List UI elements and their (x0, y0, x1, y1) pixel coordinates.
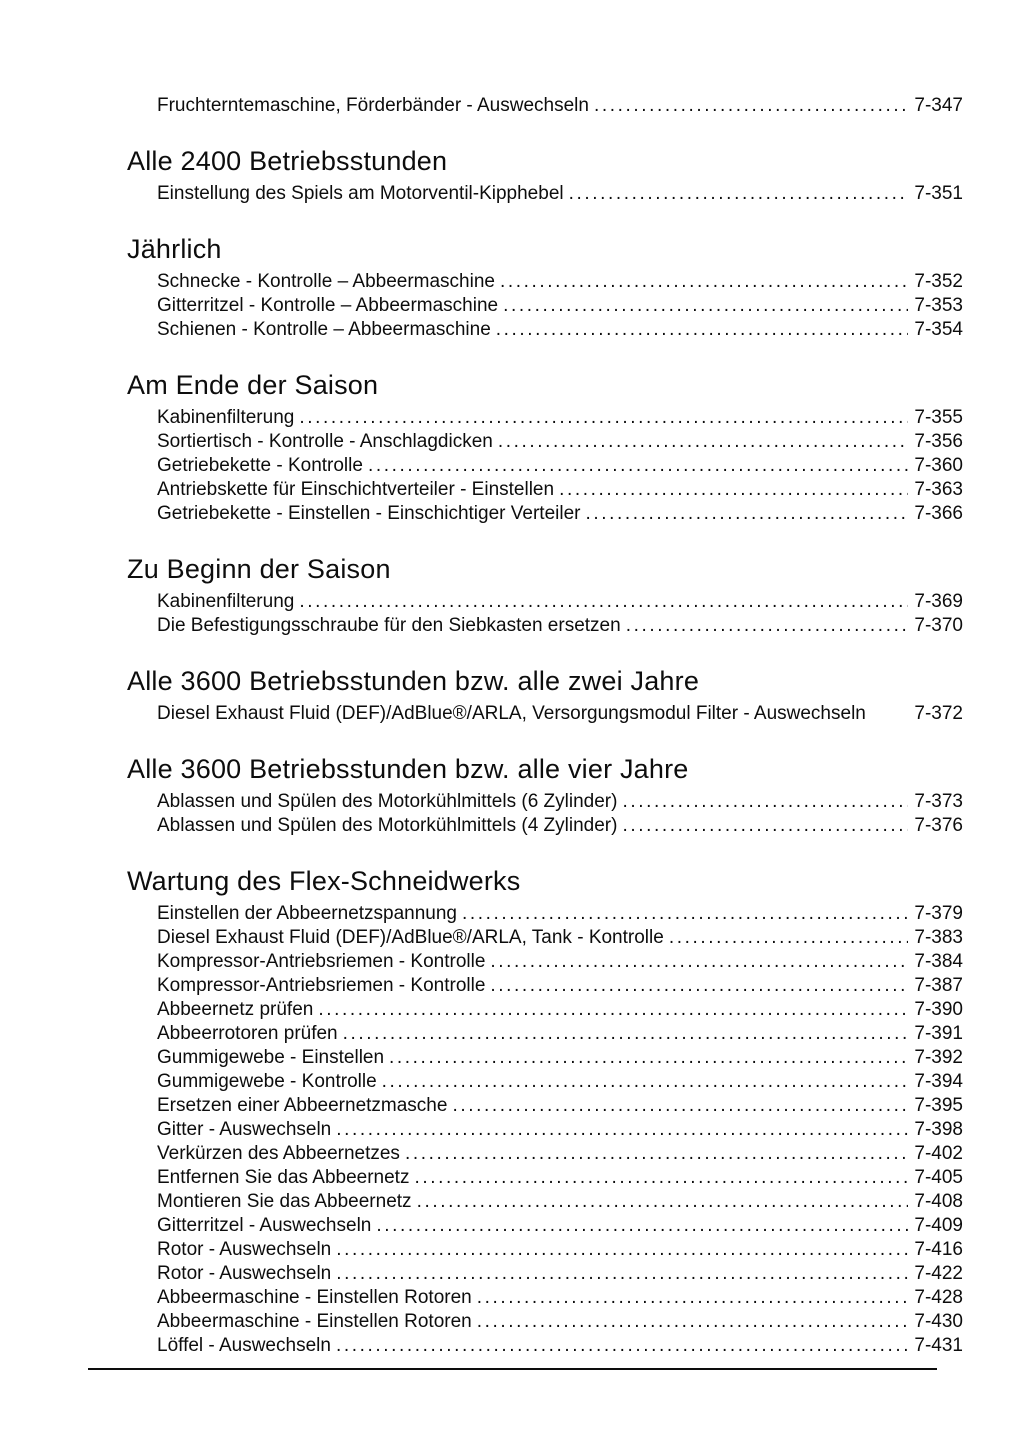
entry-page-number: 7-347 (914, 95, 963, 116)
dot-leader (376, 1214, 908, 1238)
toc-entry (127, 614, 963, 638)
entry-page-number: 7-392 (914, 1047, 963, 1068)
toc-entry (127, 998, 963, 1022)
entry-page-number: 7-363 (914, 479, 963, 500)
dot-leader (622, 814, 908, 838)
toc-entry (127, 1070, 963, 1094)
entry-page-number: 7-416 (914, 1239, 963, 1260)
toc-entry (127, 1310, 963, 1334)
toc-entry (127, 430, 963, 454)
entry-page-number: 7-383 (914, 927, 963, 948)
entry-title: Gummigewebe - Kontrolle (157, 1071, 377, 1092)
entry-title: Gitter - Auswechseln (157, 1119, 332, 1140)
entry-title: Die Befestigungsschraube für den Siebkasten ersetzen (157, 615, 621, 636)
dot-leader (318, 998, 908, 1022)
entry-title: Getriebekette - Kontrolle (157, 455, 363, 476)
entry-title: Schienen - Kontrolle – Abbeermaschine (157, 319, 491, 340)
dot-leader (343, 1022, 909, 1046)
entry-page-number: 7-354 (914, 319, 963, 340)
entry-page-number: 7-353 (914, 295, 963, 316)
dot-leader (382, 1070, 909, 1094)
entry-page-number: 7-409 (914, 1215, 963, 1236)
section-entries (127, 902, 963, 1358)
toc-entry (127, 1046, 963, 1070)
toc-section (127, 370, 963, 526)
dot-leader (299, 590, 908, 614)
entry-title: Kompressor-Antriebsriemen - Kontrolle (157, 951, 486, 972)
entry-page-number: 7-431 (914, 1335, 963, 1356)
toc (127, 94, 963, 1358)
toc-entry (127, 1238, 963, 1262)
toc-section (127, 666, 963, 726)
section-heading: Am Ende der Saison (127, 370, 379, 400)
section-heading: Wartung des Flex-Schneidwerks (127, 866, 521, 896)
entry-page-number: 7-379 (914, 903, 963, 924)
section-heading: Alle 2400 Betriebsstunden (127, 146, 448, 176)
section-entries (127, 790, 963, 838)
toc-entry (127, 1094, 963, 1118)
entry-title: Einstellung des Spiels am Motorventil-Kipphebel (157, 183, 564, 204)
entry-page-number: 7-394 (914, 1071, 963, 1092)
entry-title: Diesel Exhaust Fluid (DEF)/AdBlue®/ARLA, Tank - Kontrolle (157, 927, 664, 948)
dot-leader (500, 270, 908, 294)
dot-leader (405, 1142, 908, 1166)
entry-title: Abbeerrotoren prüfen (157, 1023, 338, 1044)
entry-title: Einstellen der Abbeernetzspannung (157, 903, 458, 924)
entry-page-number: 7-405 (914, 1167, 963, 1188)
entry-page-number: 7-408 (914, 1191, 963, 1212)
entry-page-number: 7-352 (914, 271, 963, 292)
entry-page-number: 7-370 (914, 615, 963, 636)
entry-page-number: 7-355 (914, 407, 963, 428)
section-entries (127, 702, 963, 726)
toc-section (127, 234, 963, 342)
toc-entry (127, 502, 963, 526)
entry-title: Fruchterntemaschine, Förderbänder - Auswechseln (157, 95, 589, 116)
toc-entry (127, 270, 963, 294)
toc-entry (127, 1118, 963, 1142)
dot-leader (452, 1094, 908, 1118)
dot-leader (336, 1118, 908, 1142)
dot-leader (336, 1262, 908, 1286)
entry-title: Rotor - Auswechseln (157, 1263, 332, 1284)
dot-leader (389, 1046, 908, 1070)
entry-title: Kompressor-Antriebsriemen - Kontrolle (157, 975, 486, 996)
toc-entry (127, 1262, 963, 1286)
entry-page-number: 7-402 (914, 1143, 963, 1164)
entry-page-number: 7-369 (914, 591, 963, 612)
dot-leader (503, 294, 908, 318)
toc-entry (127, 454, 963, 478)
dot-leader (626, 614, 909, 638)
entry-title: Abbeernetz prüfen (157, 999, 314, 1020)
toc-entry (127, 790, 963, 814)
entry-page-number: 7-422 (914, 1263, 963, 1284)
dot-leader (622, 790, 908, 814)
section-entries (127, 590, 963, 638)
entry-title: Antriebskette für Einschichtverteiler - Einstellen (157, 479, 555, 500)
footer-rule (88, 1368, 937, 1370)
toc-entry (127, 974, 963, 998)
entry-title: Abbeermaschine - Einstellen Rotoren (157, 1311, 472, 1332)
entry-page-number: 7-360 (914, 455, 963, 476)
dot-leader (336, 1238, 908, 1262)
entry-title: Löffel - Auswechseln (157, 1335, 331, 1356)
dot-leader (569, 182, 909, 206)
entry-title: Sortiertisch - Kontrolle - Anschlagdicken (157, 431, 493, 452)
section-heading: Jährlich (127, 234, 222, 264)
entry-page-number: 7-428 (914, 1287, 963, 1308)
entry-page-number: 7-376 (914, 815, 963, 836)
dot-leader (417, 1190, 909, 1214)
toc-section (127, 754, 963, 838)
dot-leader (594, 94, 908, 118)
toc-section (127, 146, 963, 206)
entry-page-number: 7-351 (914, 183, 963, 204)
section-heading: Alle 3600 Betriebsstunden bzw. alle vier Jahre (127, 754, 689, 784)
dot-leader (498, 430, 909, 454)
entry-title: Montieren Sie das Abbeernetz (157, 1191, 412, 1212)
dot-leader (669, 926, 909, 950)
dot-leader (585, 502, 908, 526)
dot-leader (477, 1286, 909, 1310)
entry-page-number: 7-430 (914, 1311, 963, 1332)
toc-entry (127, 1214, 963, 1238)
entry-page-number: 7-387 (914, 975, 963, 996)
toc-entry (127, 1022, 963, 1046)
entry-title: Ablassen und Spülen des Motorkühlmittels (6 Zylinder) (157, 791, 618, 812)
toc-entry (127, 182, 963, 206)
dot-leader (490, 950, 908, 974)
dot-leader (496, 318, 909, 342)
entry-title: Abbeermaschine - Einstellen Rotoren (157, 1287, 472, 1308)
entry-page-number: 7-366 (914, 503, 963, 524)
toc-entry (127, 1190, 963, 1214)
section-entries (127, 94, 963, 118)
section-entries (127, 270, 963, 342)
entry-title: Gitterritzel - Auswechseln (157, 1215, 372, 1236)
toc-entry (127, 294, 963, 318)
entry-title: Ablassen und Spülen des Motorkühlmittels (4 Zylinder) (157, 815, 618, 836)
toc-entry (127, 950, 963, 974)
toc-entry (127, 1334, 963, 1358)
entry-page-number: 7-372 (914, 703, 963, 724)
entry-title: Ersetzen einer Abbeernetzmasche (157, 1095, 448, 1116)
toc-section (127, 866, 963, 1358)
dot-leader (299, 406, 908, 430)
dot-leader (559, 478, 908, 502)
dot-leader (477, 1310, 909, 1334)
toc-entry (127, 318, 963, 342)
entry-title: Entfernen Sie das Abbeernetz (157, 1167, 410, 1188)
toc-entry (127, 902, 963, 926)
toc-entry (127, 1142, 963, 1166)
dot-leader (368, 454, 908, 478)
entry-page-number: 7-390 (914, 999, 963, 1020)
entry-page-number: 7-398 (914, 1119, 963, 1140)
toc-entry (127, 926, 963, 950)
toc-entry (127, 1286, 963, 1310)
dot-leader (462, 902, 908, 926)
section-entries (127, 182, 963, 206)
entry-title: Verkürzen des Abbeernetzes (157, 1143, 400, 1164)
dot-leader (414, 1166, 908, 1190)
toc-entry (127, 94, 963, 118)
toc-entry (127, 478, 963, 502)
entry-title: Diesel Exhaust Fluid (DEF)/AdBlue®/ARLA, Versorgungsmodul Filter - Auswechseln (157, 703, 866, 724)
toc-entry (127, 814, 963, 838)
entry-title: Schnecke - Kontrolle – Abbeermaschine (157, 271, 495, 292)
entry-title: Kabinenfilterung (157, 591, 295, 612)
toc-entry (127, 590, 963, 614)
entry-title: Getriebekette - Einstellen - Einschichtiger Verteiler (157, 503, 581, 524)
section-heading: Alle 3600 Betriebsstunden bzw. alle zwei Jahre (127, 666, 700, 696)
dot-leader (336, 1334, 908, 1358)
toc-entry (127, 702, 963, 726)
section-heading: Zu Beginn der Saison (127, 554, 391, 584)
dot-leader (490, 974, 908, 998)
toc-entry (127, 406, 963, 430)
entry-page-number: 7-373 (914, 791, 963, 812)
entry-title: Kabinenfilterung (157, 407, 295, 428)
toc-section (127, 94, 963, 118)
toc-section (127, 554, 963, 638)
entry-page-number: 7-391 (914, 1023, 963, 1044)
entry-title: Rotor - Auswechseln (157, 1239, 332, 1260)
entry-page-number: 7-395 (914, 1095, 963, 1116)
entry-page-number: 7-356 (914, 431, 963, 452)
entry-title: Gummigewebe - Einstellen (157, 1047, 385, 1068)
entry-title: Gitterritzel - Kontrolle – Abbeermaschine (157, 295, 499, 316)
entry-page-number: 7-384 (914, 951, 963, 972)
toc-entry (127, 1166, 963, 1190)
section-entries (127, 406, 963, 526)
